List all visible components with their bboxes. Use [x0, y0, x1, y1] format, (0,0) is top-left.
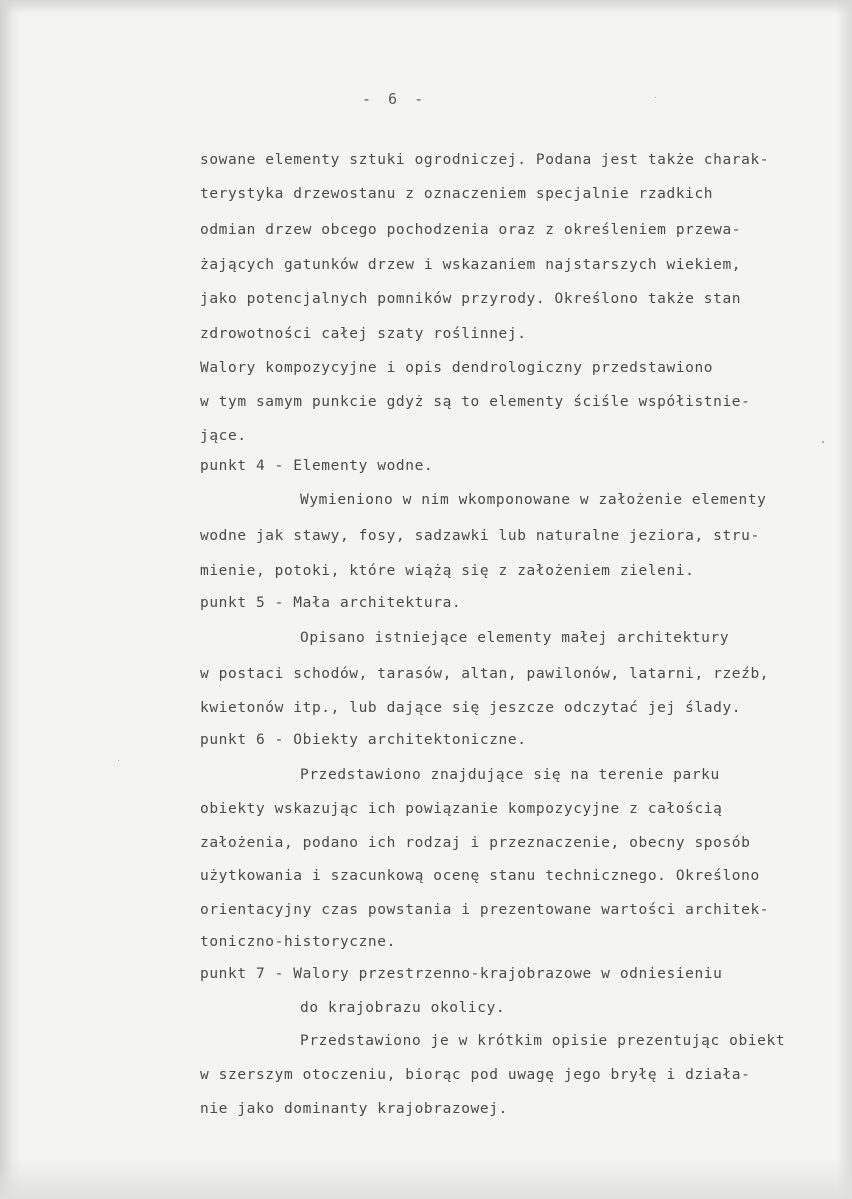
text-line: obiekty wskazując ich powiązanie kompozycyjne z całością: [200, 801, 723, 817]
section-heading: punkt 5 - Mała architektura.: [200, 595, 462, 611]
text-line: użytkowania i szacunkową ocenę stanu technicznego. Określono: [200, 868, 760, 884]
section-heading: punkt 4 - Elementy wodne.: [200, 458, 434, 474]
scan-speck: [655, 97, 656, 98]
text-line: mienie, potoki, które wiążą się z założeniem zieleni.: [200, 563, 695, 579]
scan-shadow-right: [836, 0, 852, 1199]
text-line: Walory kompozycyjne i opis dendrologiczny przedstawiono: [200, 360, 714, 376]
text-line: Przedstawiono je w krótkim opisie prezentując obiekt: [300, 1033, 786, 1049]
scan-shadow-left: [0, 0, 22, 1199]
text-line: wodne jak stawy, fosy, sadzawki lub naturalne jeziora, stru-: [200, 528, 760, 544]
text-line: w postaci schodów, tarasów, altan, pawilonów, latarni, rzeźb,: [200, 666, 770, 682]
scan-speck: [118, 760, 119, 761]
text-line: żających gatunków drzew i wskazaniem najstarszych wiekiem,: [200, 257, 742, 273]
text-line: Przedstawiono znajdujące się na terenie parku: [300, 767, 720, 783]
scan-shadow-bottom: [0, 1159, 852, 1199]
section-heading: punkt 6 - Obiekty architektoniczne.: [200, 732, 527, 748]
text-line: Opisano istniejące elementy małej architektury: [300, 630, 730, 646]
text-line: terystyka drzewostanu z oznaczeniem specjalnie rzadkich: [200, 186, 714, 202]
text-line: kwietonów itp., lub dające się jeszcze odczytać jej ślady.: [200, 700, 742, 716]
page-number: - 6 -: [362, 90, 428, 108]
text-line: sowane elementy sztuki ogrodniczej. Podana jest także charak-: [200, 152, 770, 168]
section-heading: punkt 7 - Walory przestrzenno-krajobrazowe w odniesieniu: [200, 966, 723, 982]
text-line: jące.: [200, 428, 247, 444]
text-line: Wymieniono w nim wkomponowane w założenie elementy: [300, 492, 767, 508]
text-line: w szerszym otoczeniu, biorąc pod uwagę jego bryłę i działa-: [200, 1067, 751, 1083]
scan-shadow-top: [0, 0, 852, 14]
text-line: do krajobrazu okolicy.: [300, 1000, 506, 1016]
text-line: w tym samym punkcie gdyż są to elementy ściśle współistnie-: [200, 394, 751, 410]
scan-speck: [822, 441, 824, 443]
text-line: zdrowotności całej szaty roślinnej.: [200, 326, 527, 342]
text-line: założenia, podano ich rodzaj i przeznaczenie, obecny sposób: [200, 835, 751, 851]
text-line: orientacyjny czas powstania i prezentowane wartości architek-: [200, 902, 770, 918]
text-line: odmian drzew obcego pochodzenia oraz z określeniem przewa-: [200, 222, 742, 238]
text-line: nie jako dominanty krajobrazowej.: [200, 1101, 508, 1117]
text-line: jako potencjalnych pomników przyrody. Określono także stan: [200, 291, 742, 307]
text-line: toniczno-historyczne.: [200, 934, 396, 950]
